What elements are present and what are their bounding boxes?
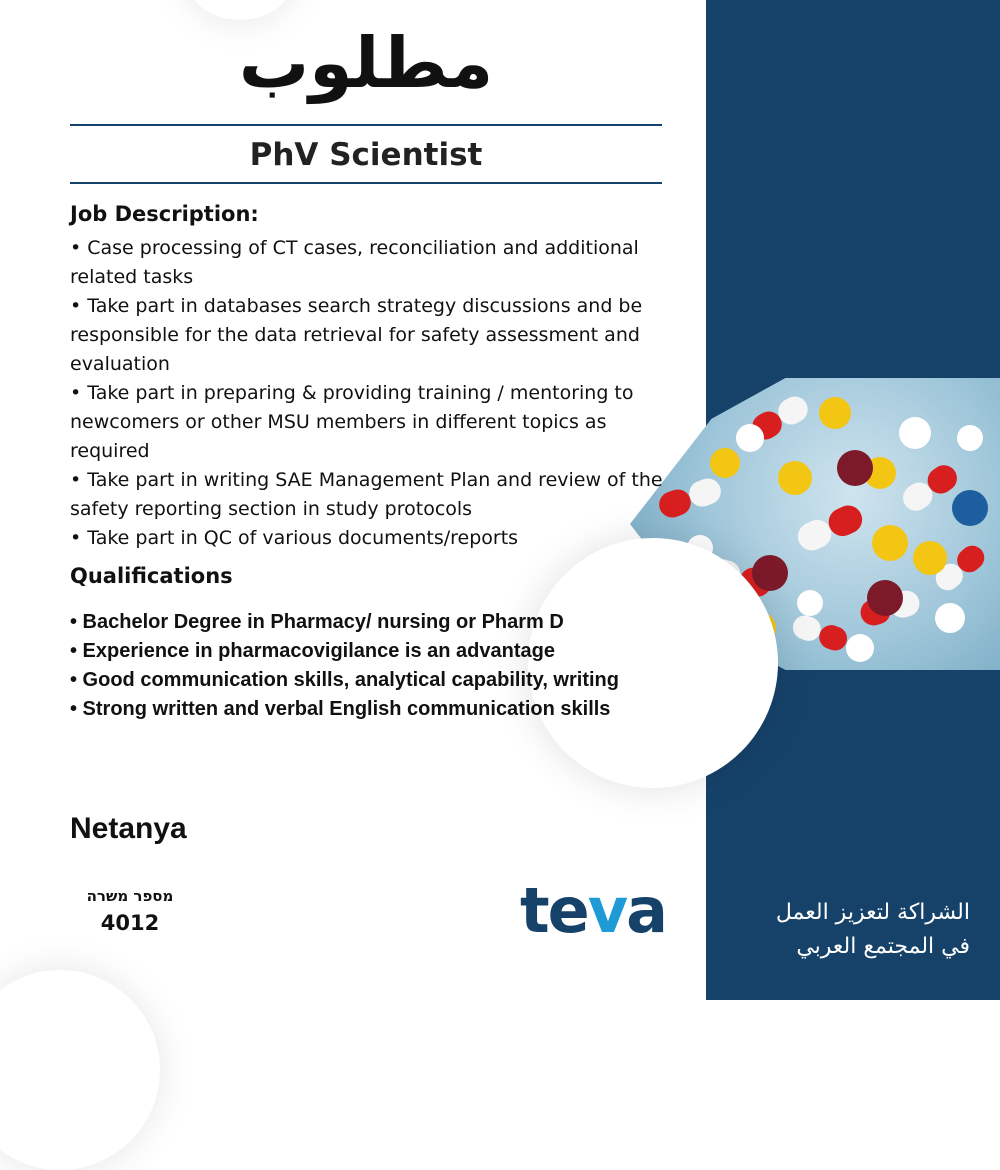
list-item: • Case processing of CT cases, reconciliation and additional related tasks	[70, 237, 639, 288]
decorative-circle-top	[185, 0, 295, 20]
qualifications-heading: Qualifications	[70, 564, 233, 588]
list-item: • Experience in pharmacovigilance is an advantage	[70, 640, 555, 662]
qualifications-list	[70, 608, 670, 724]
job-title: PhV Scientist	[249, 137, 483, 173]
headline-wanted: مطلوب	[238, 22, 494, 104]
job-number-value: 4012	[100, 911, 160, 935]
teva-logo	[520, 876, 666, 946]
partner-line-1: الشراكة لتعزيز العمل	[775, 900, 970, 925]
partner-tagline	[720, 896, 970, 964]
logo-text-part: a	[626, 874, 666, 947]
decorative-circle-bottom	[0, 970, 160, 1170]
list-item: • Good communication skills, analytical capability, writing	[70, 669, 619, 691]
logo-text-accent: v	[587, 874, 627, 947]
logo-text-part: te	[520, 874, 588, 947]
list-item: • Take part in preparing & providing training / mentoring to newcomers or other MSU members in different topics as required	[70, 382, 634, 462]
job-number-label: מספר משרה	[86, 887, 174, 905]
job-number-block	[60, 884, 200, 938]
list-item: • Take part in databases search strategy discussions and be responsible for the data retrieval for safety assessment and evaluation	[70, 295, 643, 375]
partner-line-2: في المجتمع العربي	[796, 934, 970, 959]
job-location: Netanya	[70, 812, 187, 845]
job-description-heading: Job Description:	[70, 202, 259, 226]
title-rule-top	[70, 124, 662, 126]
list-item: • Take part in QC of various documents/reports	[70, 527, 519, 549]
list-item: • Bachelor Degree in Pharmacy/ nursing or Pharm D	[70, 611, 564, 633]
job-description-list	[70, 234, 670, 553]
list-item: • Take part in writing SAE Management Plan and review of the safety reporting section in study protocols	[70, 469, 663, 520]
title-rule-bottom	[70, 182, 662, 184]
list-item: • Strong written and verbal English communication skills	[70, 698, 611, 720]
